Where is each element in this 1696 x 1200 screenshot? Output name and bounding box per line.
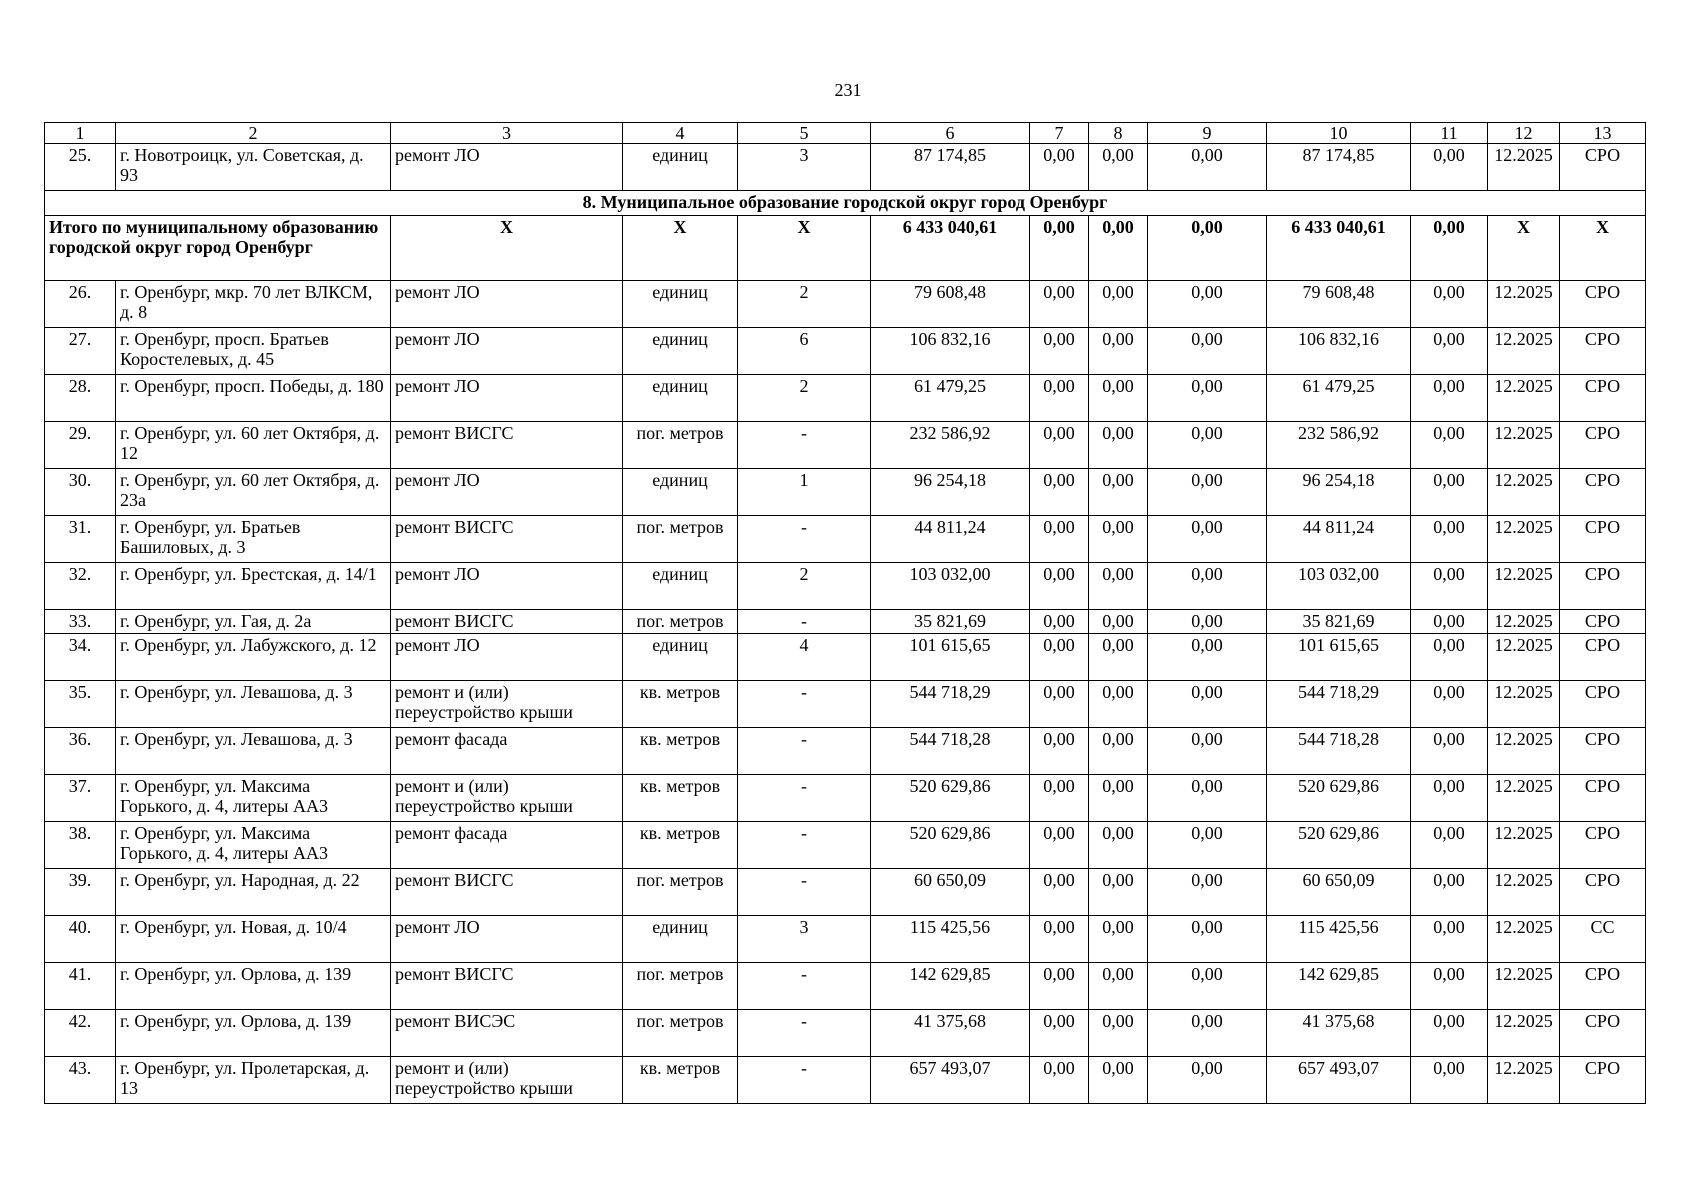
deadline-cell: 12.2025 [1488,1010,1560,1057]
value-cell: 0,00 [1148,469,1267,516]
deadline-cell: 12.2025 [1488,869,1560,916]
value-cell: 0,00 [1030,610,1089,634]
value-cell: 0,00 [1089,281,1148,328]
value-cell: 0,00 [1148,775,1267,822]
total-cell: 6 433 040,61 [1267,216,1411,281]
total-cell: 0,00 [1030,216,1089,281]
table-row [45,1057,1646,1104]
method-cell: СРО [1560,563,1646,610]
deadline-cell: 12.2025 [1488,775,1560,822]
deadline-cell: 12.2025 [1488,328,1560,375]
work-type-cell: ремонт ВИСЭС [391,1010,623,1057]
cost-fund-cell: 520 629,86 [1267,822,1411,869]
value-cell: 0,00 [1030,328,1089,375]
method-cell: СРО [1560,375,1646,422]
row-number: 35. [45,681,116,728]
unit-cell: единиц [623,634,738,681]
method-cell: СРО [1560,822,1646,869]
quantity-cell: - [738,963,871,1010]
row-number: 30. [45,469,116,516]
row-number: 38. [45,822,116,869]
deadline-cell: 12.2025 [1488,681,1560,728]
value-cell: 0,00 [1411,144,1488,191]
method-cell: СРО [1560,775,1646,822]
total-cell: 0,00 [1089,216,1148,281]
value-cell: 0,00 [1148,610,1267,634]
table-row [45,1010,1646,1057]
value-cell: 0,00 [1089,963,1148,1010]
row-number: 26. [45,281,116,328]
value-cell: 0,00 [1089,422,1148,469]
quantity-cell: - [738,869,871,916]
value-cell: 0,00 [1089,728,1148,775]
method-cell: СРО [1560,516,1646,563]
value-cell: 0,00 [1030,1057,1089,1104]
deadline-cell: 12.2025 [1488,610,1560,634]
deadline-cell: 12.2025 [1488,963,1560,1010]
work-type-cell: ремонт фасада [391,822,623,869]
table-row [45,516,1646,563]
row-number: 40. [45,916,116,963]
address-cell: г. Оренбург, ул. Орлова, д. 139 [116,963,391,1010]
value-cell: 0,00 [1030,375,1089,422]
cost-total-cell: 79 608,48 [871,281,1030,328]
unit-cell: пог. метров [623,422,738,469]
value-cell: 0,00 [1411,869,1488,916]
value-cell: 0,00 [1148,963,1267,1010]
unit-cell: кв. метров [623,728,738,775]
cost-fund-cell: 96 254,18 [1267,469,1411,516]
value-cell: 0,00 [1030,144,1089,191]
value-cell: 0,00 [1411,681,1488,728]
value-cell: 0,00 [1030,916,1089,963]
cost-fund-cell: 61 479,25 [1267,375,1411,422]
work-type-cell: ремонт ЛО [391,144,623,191]
row-number: 43. [45,1057,116,1104]
deadline-cell: 12.2025 [1488,375,1560,422]
table-row [45,869,1646,916]
column-number: 13 [1560,123,1646,144]
quantity-cell: - [738,610,871,634]
value-cell: 0,00 [1148,869,1267,916]
table-row [45,916,1646,963]
cost-total-cell: 41 375,68 [871,1010,1030,1057]
table-row [45,375,1646,422]
value-cell: 0,00 [1148,681,1267,728]
method-cell: СРО [1560,144,1646,191]
value-cell: 0,00 [1030,963,1089,1010]
row-number: 42. [45,1010,116,1057]
work-type-cell: ремонт ВИСГС [391,516,623,563]
row-number: 25. [45,144,116,191]
method-cell: СРО [1560,1010,1646,1057]
row-number: 39. [45,869,116,916]
table-row [45,728,1646,775]
quantity-cell: 3 [738,916,871,963]
unit-cell: пог. метров [623,963,738,1010]
method-cell: СРО [1560,681,1646,728]
value-cell: 0,00 [1148,563,1267,610]
method-cell: СРО [1560,728,1646,775]
method-cell: СС [1560,916,1646,963]
quantity-cell: 2 [738,281,871,328]
value-cell: 0,00 [1089,1057,1148,1104]
quantity-cell: - [738,822,871,869]
quantity-cell: 2 [738,375,871,422]
quantity-cell: - [738,1057,871,1104]
work-type-cell: ремонт ВИСГС [391,610,623,634]
quantity-cell: - [738,516,871,563]
cost-fund-cell: 41 375,68 [1267,1010,1411,1057]
unit-cell: кв. метров [623,822,738,869]
method-cell: СРО [1560,281,1646,328]
deadline-cell: 12.2025 [1488,1057,1560,1104]
capital-repair-table [44,122,1646,1104]
row-number: 27. [45,328,116,375]
method-cell: СРО [1560,1057,1646,1104]
column-number: 9 [1148,123,1267,144]
cost-total-cell: 544 718,28 [871,728,1030,775]
unit-cell: кв. метров [623,775,738,822]
method-cell: СРО [1560,634,1646,681]
cost-total-cell: 520 629,86 [871,775,1030,822]
cost-total-cell: 657 493,07 [871,1057,1030,1104]
cost-total-cell: 142 629,85 [871,963,1030,1010]
quantity-cell: - [738,422,871,469]
address-cell: г. Оренбург, просп. Братьев Коростелевых, д. 45 [116,328,391,375]
total-cell: X [1560,216,1646,281]
deadline-cell: 12.2025 [1488,563,1560,610]
cost-fund-cell: 60 650,09 [1267,869,1411,916]
row-number: 36. [45,728,116,775]
quantity-cell: - [738,775,871,822]
address-cell: г. Оренбург, ул. 60 лет Октября, д. 23а [116,469,391,516]
deadline-cell: 12.2025 [1488,516,1560,563]
table-row [45,469,1646,516]
row-number: 31. [45,516,116,563]
table-row [45,822,1646,869]
unit-cell: пог. метров [623,869,738,916]
column-number: 6 [871,123,1030,144]
row-number: 34. [45,634,116,681]
address-cell: г. Новотроицк, ул. Советская, д. 93 [116,144,391,191]
address-cell: г. Оренбург, ул. Пролетарская, д. 13 [116,1057,391,1104]
cost-fund-cell: 35 821,69 [1267,610,1411,634]
value-cell: 0,00 [1411,916,1488,963]
work-type-cell: ремонт ЛО [391,469,623,516]
value-cell: 0,00 [1089,563,1148,610]
column-number-row [45,123,1646,144]
cost-fund-cell: 106 832,16 [1267,328,1411,375]
work-type-cell: ремонт и (или) переустройство крыши [391,681,623,728]
quantity-cell: - [738,681,871,728]
work-type-cell: ремонт ВИСГС [391,422,623,469]
quantity-cell: 4 [738,634,871,681]
total-row [45,216,1646,281]
table-row [45,281,1646,328]
row-number: 32. [45,563,116,610]
row-number: 41. [45,963,116,1010]
address-cell: г. Оренбург, ул. Лабужского, д. 12 [116,634,391,681]
total-cell: X [391,216,623,281]
total-cell: 0,00 [1411,216,1488,281]
address-cell: г. Оренбург, ул. Орлова, д. 139 [116,1010,391,1057]
total-label: Итого по муниципальному образованию городской округ город Оренбург [45,216,391,281]
deadline-cell: 12.2025 [1488,634,1560,681]
value-cell: 0,00 [1411,563,1488,610]
value-cell: 0,00 [1030,869,1089,916]
column-number: 4 [623,123,738,144]
quantity-cell: 1 [738,469,871,516]
address-cell: г. Оренбург, ул. Гая, д. 2а [116,610,391,634]
cost-fund-cell: 87 174,85 [1267,144,1411,191]
work-type-cell: ремонт ЛО [391,563,623,610]
value-cell: 0,00 [1030,516,1089,563]
value-cell: 0,00 [1148,328,1267,375]
value-cell: 0,00 [1089,1010,1148,1057]
method-cell: СРО [1560,869,1646,916]
address-cell: г. Оренбург, ул. Максима Горького, д. 4, литеры АА3 [116,822,391,869]
quantity-cell: 2 [738,563,871,610]
table-row [45,563,1646,610]
value-cell: 0,00 [1411,963,1488,1010]
value-cell: 0,00 [1411,728,1488,775]
quantity-cell: - [738,728,871,775]
work-type-cell: ремонт ЛО [391,634,623,681]
section-title: 8. Муниципальное образование городской округ город Оренбург [45,191,1646,216]
cost-total-cell: 35 821,69 [871,610,1030,634]
value-cell: 0,00 [1148,634,1267,681]
column-number: 8 [1089,123,1148,144]
value-cell: 0,00 [1148,728,1267,775]
row-number: 33. [45,610,116,634]
table-row [45,610,1646,634]
deadline-cell: 12.2025 [1488,916,1560,963]
quantity-cell: - [738,1010,871,1057]
value-cell: 0,00 [1030,563,1089,610]
unit-cell: единиц [623,469,738,516]
cost-fund-cell: 544 718,28 [1267,728,1411,775]
cost-total-cell: 61 479,25 [871,375,1030,422]
address-cell: г. Оренбург, ул. Братьев Башиловых, д. 3 [116,516,391,563]
table-row [45,422,1646,469]
value-cell: 0,00 [1411,328,1488,375]
row-number: 37. [45,775,116,822]
unit-cell: единиц [623,563,738,610]
deadline-cell: 12.2025 [1488,144,1560,191]
unit-cell: кв. метров [623,1057,738,1104]
value-cell: 0,00 [1030,422,1089,469]
value-cell: 0,00 [1411,1057,1488,1104]
column-number: 7 [1030,123,1089,144]
cost-total-cell: 44 811,24 [871,516,1030,563]
cost-fund-cell: 544 718,29 [1267,681,1411,728]
unit-cell: пог. метров [623,1010,738,1057]
work-type-cell: ремонт и (или) переустройство крыши [391,775,623,822]
cost-total-cell: 106 832,16 [871,328,1030,375]
deadline-cell: 12.2025 [1488,822,1560,869]
method-cell: СРО [1560,610,1646,634]
cost-fund-cell: 103 032,00 [1267,563,1411,610]
value-cell: 0,00 [1089,869,1148,916]
value-cell: 0,00 [1411,375,1488,422]
address-cell: г. Оренбург, мкр. 70 лет ВЛКСМ, д. 8 [116,281,391,328]
cost-total-cell: 101 615,65 [871,634,1030,681]
address-cell: г. Оренбург, ул. Левашова, д. 3 [116,728,391,775]
cost-total-cell: 103 032,00 [871,563,1030,610]
total-cell: X [623,216,738,281]
section-row [45,191,1646,216]
total-cell: X [1488,216,1560,281]
column-number: 11 [1411,123,1488,144]
cost-fund-cell: 101 615,65 [1267,634,1411,681]
table-row [45,144,1646,191]
value-cell: 0,00 [1089,469,1148,516]
value-cell: 0,00 [1030,728,1089,775]
value-cell: 0,00 [1148,916,1267,963]
unit-cell: единиц [623,328,738,375]
total-cell: 0,00 [1148,216,1267,281]
row-number: 29. [45,422,116,469]
work-type-cell: ремонт фасада [391,728,623,775]
value-cell: 0,00 [1411,610,1488,634]
page-number: 231 [834,80,862,100]
cost-fund-cell: 44 811,24 [1267,516,1411,563]
column-number: 1 [45,123,116,144]
work-type-cell: ремонт ЛО [391,281,623,328]
value-cell: 0,00 [1148,281,1267,328]
value-cell: 0,00 [1148,144,1267,191]
value-cell: 0,00 [1411,469,1488,516]
column-number: 12 [1488,123,1560,144]
value-cell: 0,00 [1030,775,1089,822]
value-cell: 0,00 [1411,822,1488,869]
value-cell: 0,00 [1411,634,1488,681]
cost-total-cell: 87 174,85 [871,144,1030,191]
address-cell: г. Оренбург, ул. Народная, д. 22 [116,869,391,916]
unit-cell: единиц [623,375,738,422]
deadline-cell: 12.2025 [1488,469,1560,516]
value-cell: 0,00 [1030,634,1089,681]
value-cell: 0,00 [1089,916,1148,963]
value-cell: 0,00 [1148,375,1267,422]
column-number: 3 [391,123,623,144]
unit-cell: единиц [623,144,738,191]
cost-total-cell: 60 650,09 [871,869,1030,916]
column-number: 5 [738,123,871,144]
column-number: 2 [116,123,391,144]
unit-cell: единиц [623,281,738,328]
cost-fund-cell: 657 493,07 [1267,1057,1411,1104]
address-cell: г. Оренбург, ул. Максима Горького, д. 4, литеры АА3 [116,775,391,822]
value-cell: 0,00 [1411,1010,1488,1057]
table-row [45,775,1646,822]
value-cell: 0,00 [1411,281,1488,328]
total-cell: X [738,216,871,281]
row-number: 28. [45,375,116,422]
value-cell: 0,00 [1030,469,1089,516]
method-cell: СРО [1560,963,1646,1010]
value-cell: 0,00 [1089,822,1148,869]
value-cell: 0,00 [1089,634,1148,681]
work-type-cell: ремонт ВИСГС [391,963,623,1010]
table-row [45,963,1646,1010]
cost-fund-cell: 79 608,48 [1267,281,1411,328]
table-row [45,634,1646,681]
value-cell: 0,00 [1089,610,1148,634]
method-cell: СРО [1560,328,1646,375]
method-cell: СРО [1560,422,1646,469]
address-cell: г. Оренбург, ул. Левашова, д. 3 [116,681,391,728]
work-type-cell: ремонт ЛО [391,916,623,963]
cost-fund-cell: 115 425,56 [1267,916,1411,963]
cost-total-cell: 115 425,56 [871,916,1030,963]
work-type-cell: ремонт ЛО [391,375,623,422]
value-cell: 0,00 [1411,422,1488,469]
address-cell: г. Оренбург, просп. Победы, д. 180 [116,375,391,422]
value-cell: 0,00 [1089,328,1148,375]
cost-total-cell: 96 254,18 [871,469,1030,516]
value-cell: 0,00 [1148,516,1267,563]
unit-cell: кв. метров [623,681,738,728]
work-type-cell: ремонт ЛО [391,328,623,375]
unit-cell: пог. метров [623,610,738,634]
value-cell: 0,00 [1148,422,1267,469]
deadline-cell: 12.2025 [1488,422,1560,469]
unit-cell: единиц [623,916,738,963]
address-cell: г. Оренбург, ул. Новая, д. 10/4 [116,916,391,963]
table-row [45,328,1646,375]
cost-total-cell: 544 718,29 [871,681,1030,728]
address-cell: г. Оренбург, ул. 60 лет Октября, д. 12 [116,422,391,469]
deadline-cell: 12.2025 [1488,281,1560,328]
unit-cell: пог. метров [623,516,738,563]
quantity-cell: 6 [738,328,871,375]
cost-fund-cell: 142 629,85 [1267,963,1411,1010]
value-cell: 0,00 [1148,822,1267,869]
method-cell: СРО [1560,469,1646,516]
cost-total-cell: 520 629,86 [871,822,1030,869]
table-row [45,681,1646,728]
value-cell: 0,00 [1089,681,1148,728]
cost-fund-cell: 520 629,86 [1267,775,1411,822]
value-cell: 0,00 [1411,775,1488,822]
value-cell: 0,00 [1411,516,1488,563]
value-cell: 0,00 [1030,681,1089,728]
work-type-cell: ремонт и (или) переустройство крыши [391,1057,623,1104]
deadline-cell: 12.2025 [1488,728,1560,775]
work-type-cell: ремонт ВИСГС [391,869,623,916]
value-cell: 0,00 [1089,375,1148,422]
value-cell: 0,00 [1089,775,1148,822]
cost-total-cell: 232 586,92 [871,422,1030,469]
value-cell: 0,00 [1148,1057,1267,1104]
value-cell: 0,00 [1089,516,1148,563]
value-cell: 0,00 [1030,822,1089,869]
value-cell: 0,00 [1030,281,1089,328]
cost-fund-cell: 232 586,92 [1267,422,1411,469]
address-cell: г. Оренбург, ул. Брестская, д. 14/1 [116,563,391,610]
quantity-cell: 3 [738,144,871,191]
value-cell: 0,00 [1148,1010,1267,1057]
column-number: 10 [1267,123,1411,144]
value-cell: 0,00 [1030,1010,1089,1057]
value-cell: 0,00 [1089,144,1148,191]
total-cell: 6 433 040,61 [871,216,1030,281]
